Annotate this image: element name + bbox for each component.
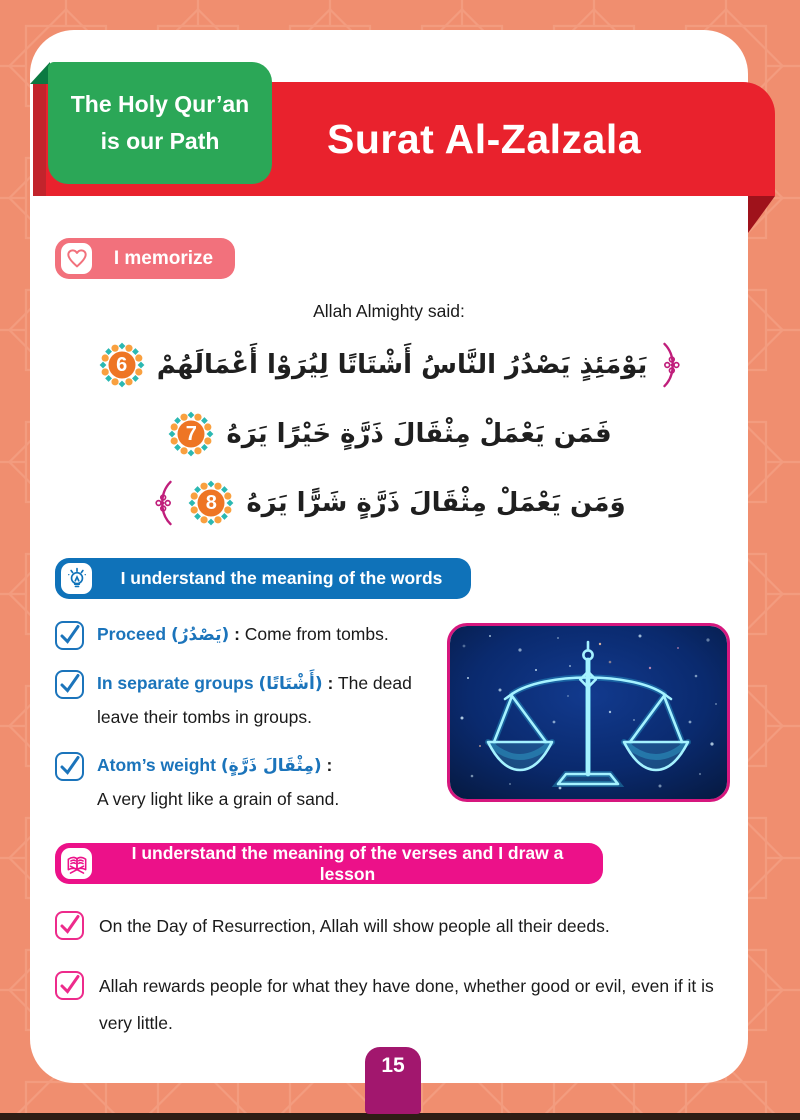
words-badge [55, 558, 471, 599]
lesson-badge [55, 843, 603, 884]
quran-book-icon [61, 848, 92, 879]
lesson-badge-label: I understand the meaning of the verses and I draw a lesson [131, 842, 564, 884]
verse-number: 7 [185, 422, 197, 445]
page-number-tab [365, 1047, 421, 1114]
unit-title-tab [48, 62, 272, 184]
lesson-point [55, 968, 745, 1042]
vocab-item: In separate groups (أَشْتَاتًا) : The dead leave their tombs in groups. [55, 667, 423, 734]
page-number: 15 [381, 1054, 405, 1077]
verse-line-7 [60, 405, 720, 463]
scales-illustration [447, 623, 730, 802]
words-badge-label: I understand the meaning of the words [120, 568, 443, 588]
verse-number-medallion [99, 342, 145, 388]
check-icon [55, 670, 84, 699]
verse-8-text: وَمَن يَعْمَلْ مِثْقَالَ ذَرَّةٍ شَرًّا يَرَهُ [246, 488, 626, 518]
memorize-badge [55, 238, 235, 279]
vocab-item: Proceed (يَصْدُرُ) : Come from tombs. [55, 618, 423, 652]
vocab-term: Proceed [97, 624, 167, 644]
vocab-item: Atom’s weight (مِثْقَالَ ذَرَّةٍ) : A very light like a grain of sand. [55, 749, 423, 816]
verse-7-text: فَمَن يَعْمَلْ مِثْقَالَ ذَرَّةٍ خَيْرًا يَرَهُ [226, 419, 612, 449]
banner-left-edge [33, 82, 46, 196]
ayah-close-ornament-icon [154, 477, 176, 529]
ayah-open-ornament-icon [659, 339, 681, 391]
vocab-definition: Come from tombs. [244, 624, 389, 644]
check-icon [55, 971, 84, 1000]
quran-verses [60, 336, 720, 532]
heart-icon [61, 243, 92, 274]
vocab-definition: The dead leave their tombs in groups. [97, 673, 412, 727]
page-title: Surat Al-Zalzala [326, 115, 642, 162]
vocabulary-list [55, 618, 423, 831]
intro-line: Allah Almighty said: [313, 301, 465, 321]
verse-number: 8 [205, 491, 217, 514]
check-icon [55, 621, 84, 650]
vocab-arabic: (يَصْدُرُ) [170, 625, 230, 645]
lesson-point-text: Allah rewards people for what they have done, whether good or evil, even if it is very little. [99, 976, 714, 1033]
lesson-point-text: On the Day of Resurrection, Allah will show people all their deeds. [99, 916, 610, 936]
check-icon [55, 752, 84, 781]
vocab-term: Atom’s weight [97, 755, 216, 775]
vocab-arabic: (مِثْقَالَ ذَرَّةٍ) [220, 756, 322, 776]
verse-line-8 [60, 474, 720, 532]
unit-title-line2: is our Path [100, 128, 220, 154]
memorize-badge-label: I memorize [113, 247, 214, 269]
vocab-arabic: (أَشْتَاتًا) [258, 674, 323, 694]
lesson-points [55, 908, 745, 1065]
lightbulb-icon [61, 563, 92, 594]
page-bottom-strip [0, 1113, 800, 1120]
unit-title-line1: The Holy Qur’an [70, 91, 250, 117]
vocab-term: In separate groups [97, 673, 254, 693]
verse-number-medallion [188, 480, 234, 526]
verse-line-6 [60, 336, 720, 394]
check-icon [55, 911, 84, 940]
verse-6-text: يَوْمَئِذٍ يَصْدُرُ النَّاسُ أَشْتَاتًا لِيُرَوْا أَعْمَالَهُمْ [156, 350, 648, 380]
verse-number-medallion [168, 411, 214, 457]
verse-number: 6 [116, 353, 128, 376]
lesson-point [55, 908, 745, 945]
vocab-definition: A very light like a grain of sand. [97, 789, 340, 809]
